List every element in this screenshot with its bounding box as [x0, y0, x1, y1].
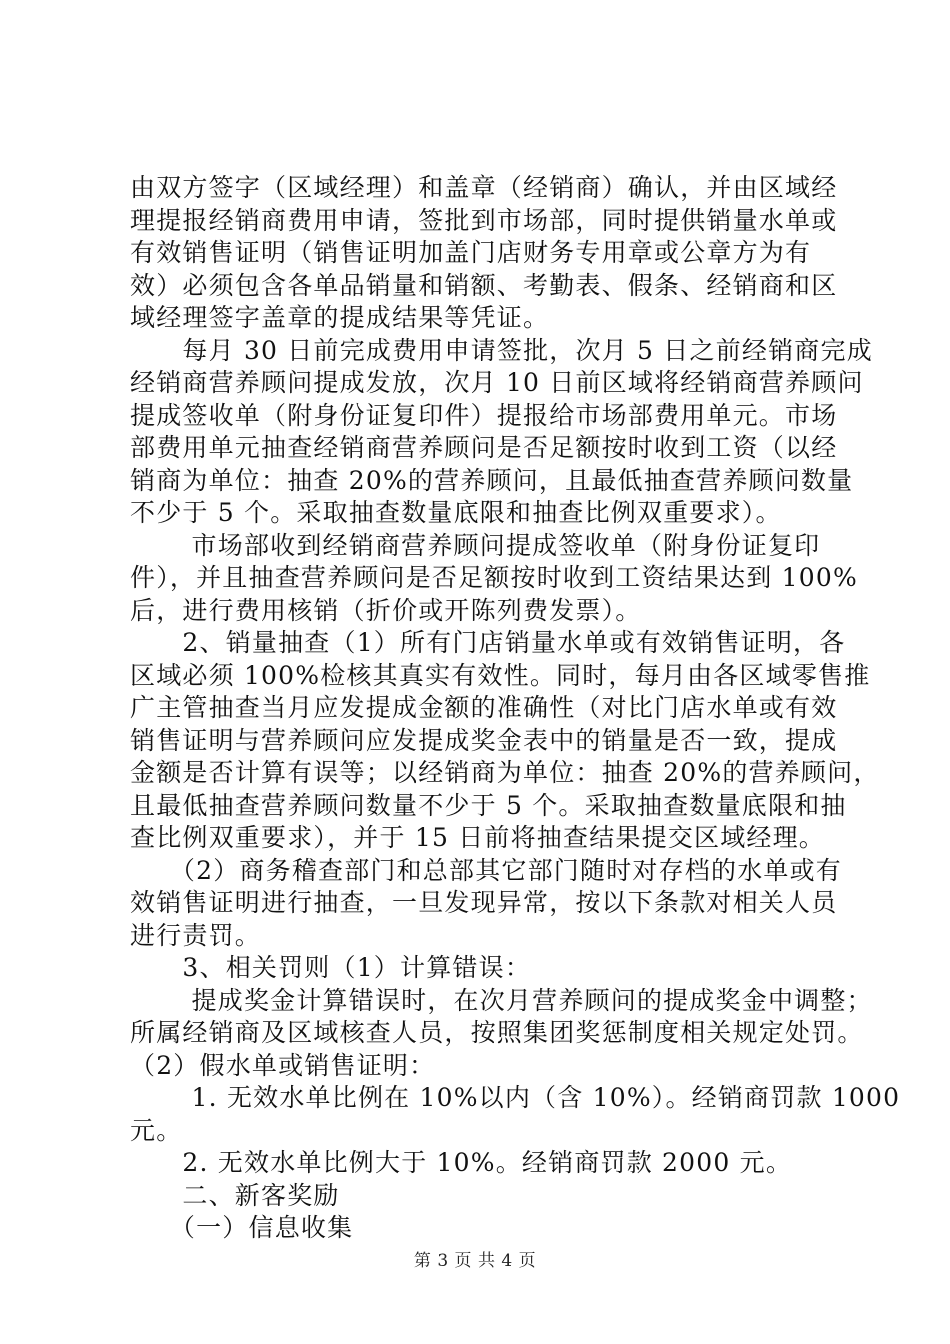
text-line: 区域必须 100%检核其真实有效性。同时，每月由各区域零售推	[130, 660, 871, 690]
text-line: 域经理签字盖章的提成结果等凭证。	[130, 303, 550, 332]
text-line: 且最低抽查营养顾问数量不少于 5 个。采取抽查数量底限和抽	[130, 790, 847, 820]
text-line: 广主管抽查当月应发提成金额的准确性（对比门店水单或有效	[130, 693, 838, 722]
text-line: 进行责罚。	[130, 920, 262, 950]
text-line: 经销商营养顾问提成发放，次月 10 日前区域将经销商营养顾问	[130, 368, 864, 397]
text-line: 销商为单位：抽查 20%的营养顾问，且最低抽查营养顾问数量	[130, 465, 854, 495]
text-line: 件），并且抽查营养顾问是否足额按时收到工资结果达到 100%	[130, 563, 858, 592]
text-line: 2. 无效水单比例大于 10%。经销商罚款 2000 元。	[130, 1148, 793, 1177]
text-line: 由双方签字（区域经理）和盖章（经销商）确认，并由区域经	[130, 173, 838, 202]
text-line: 每月 30 日前完成费用申请签批，次月 5 日之前经销商完成	[130, 335, 873, 365]
text-line: 1. 无效水单比例在 10%以内（含 10%）。经销商罚款 1000	[130, 1083, 901, 1112]
text-line: 2、销量抽查（1）所有门店销量水单或有效销售证明，各	[130, 628, 846, 657]
subsection-heading: （一）信息收集	[130, 1213, 354, 1242]
section-heading: 二、新客奖励	[130, 1180, 340, 1210]
page-number-footer: 第 3 页 共 4 页	[413, 1251, 537, 1271]
document-body	[130, 172, 901, 1245]
text-line: 有效销售证明（销售证明加盖门店财务专用章或公章方为有	[130, 238, 812, 267]
text-line: 效）必须包含各单品销量和销额、考勤表、假条、经销商和区	[130, 270, 838, 300]
text-line: 效销售证明进行抽查，一旦发现异常，按以下条款对相关人员	[130, 888, 838, 917]
text-line: 元。	[130, 1115, 183, 1145]
text-line: 市场部收到经销商营养顾问提成签收单（附身份证复印	[130, 530, 821, 560]
text-line: 不少于 5 个。采取抽查数量底限和抽查比例双重要求）。	[130, 498, 782, 527]
text-line: 金额是否计算有误等；以经销商为单位：抽查 20%的营养顾问，	[130, 758, 880, 787]
text-line: 所属经销商及区域核查人员，按照集团奖惩制度相关规定处罚。	[130, 1018, 864, 1047]
text-line: 提成奖金计算错误时，在次月营养顾问的提成奖金中调整；	[130, 985, 873, 1015]
text-line: （2）商务稽查部门和总部其它部门随时对存档的水单或有	[130, 855, 843, 885]
text-line: 部费用单元抽查经销商营养顾问是否足额按时收到工资（以经	[130, 433, 838, 462]
text-line: 提成签收单（附身份证复印件）提报给市场部费用单元。市场	[130, 400, 838, 430]
text-line: 查比例双重要求），并于 15 日前将抽查结果提交区域经理。	[130, 823, 826, 852]
text-line: 3、相关罚则（1）计算错误：	[130, 953, 532, 982]
text-line: 销售证明与营养顾问应发提成奖金表中的销量是否一致，提成	[130, 725, 838, 755]
text-line: 理提报经销商费用申请，签批到市场部，同时提供销量水单或	[130, 205, 838, 235]
text-line: 后，进行费用核销（折价或开陈列费发票）。	[130, 595, 642, 625]
text-line: （2）假水单或销售证明：	[130, 1050, 436, 1080]
